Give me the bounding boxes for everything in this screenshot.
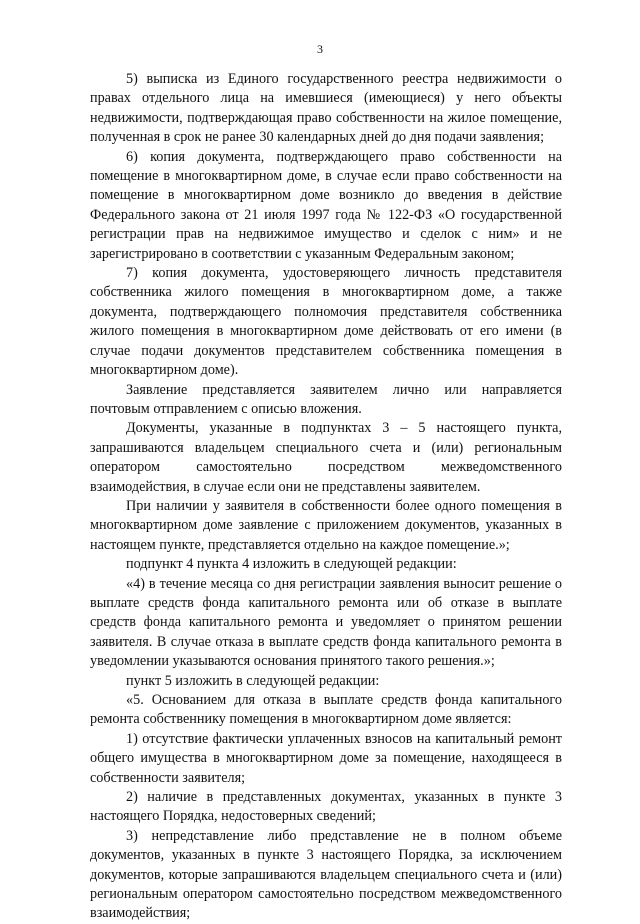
paragraph-refusal-1: 1) отсутствие фактически уплаченных взносов на капитальный ремонт общего имущества в многоквартирном доме за помещение, находящееся в собственности заявителя;	[90, 730, 562, 786]
paragraph-amend-subitem-4: подпункт 4 пункта 4 изложить в следующей редакции:	[126, 556, 457, 573]
paragraph-documents-request: Документы, указанные в подпунктах 3 – 5 настоящего пункта, запрашиваются владельцем специального счета и (или) региональным оператором самостоятельно посредством межведомственного взаимодействия, в случае если они не представлены заявителем.	[90, 420, 562, 495]
paragraph-refusal-2: 2) наличие в представленных документах, указанных в пункте 3 настоящего Порядка, недостоверных сведений;	[90, 789, 562, 825]
paragraph-submission: Заявление представляется заявителем лично или направляется почтовым отправлением с описью вложения.	[90, 381, 562, 417]
paragraph-subitem-4-text: «4) в течение месяца со дня регистрации заявления выносит решение о выплате средств фонда капитального ремонта или об отказе в выплате средств фонда капитального ремонта и уведомляет о принятом решении заявителя. В случае отказа в выплате средств фонда капитального ремонта в уведомлении указываются основания принятого такого решения.»;	[90, 575, 562, 670]
paragraph-multiple-premises: При наличии у заявителя в собственности более одного помещения в многоквартирном доме заявление с приложением документов, указанных в настоящем пункте, представляется отдельно на каждое помещение.»;	[90, 497, 562, 553]
paragraph-refusal-3: 3) непредставление либо представление не в полном объеме документов, указанных в пункте 3 настоящего Порядка, за исключением документов, которые запрашиваются владельцем специального счета и (или) региональным оператором самостоятельно посредством межведомственного взаимодействия;	[90, 827, 562, 922]
paragraph-amend-item-5: пункт 5 изложить в следующей редакции:	[126, 672, 380, 689]
document-body	[90, 70, 562, 924]
paragraph-item-5: 5) выписка из Единого государственного реестра недвижимости о правах отдельного лица на имевшиеся (имеющиеся) у него объекты недвижимости, подтверждающая право собственности на жилое помещение, полученная в срок не ранее 30 календарных дней до дня подачи заявления;	[90, 71, 562, 146]
paragraph-item-7: 7) копия документа, удостоверяющего личность представителя собственника жилого помещения в многоквартирном доме, а также документа, подтверждающего полномочия представителя собственника жилого помещения в многоквартирном доме действовать от его имени (в случае подачи документов представителем собственника помещения в многоквартирном доме).	[90, 265, 562, 379]
paragraph-item-6: 6) копия документа, подтверждающего право собственности на помещение в многоквартирном доме, в случае если право собственности на помещение в многоквартирном доме возникло до введения в действие Федерального закона от 21 июля 1997 года № 122-ФЗ «О государственной регистрации прав на недвижимое имущество и сделок с ним» и не зарегистрировано в соответствии с указанным Федеральным законом;	[90, 148, 562, 262]
paragraph-item-5-text: «5. Основанием для отказа в выплате средств фонда капитального ремонта собственнику помещения в многоквартирном доме является:	[90, 692, 562, 728]
page-number: 3	[317, 42, 323, 56]
